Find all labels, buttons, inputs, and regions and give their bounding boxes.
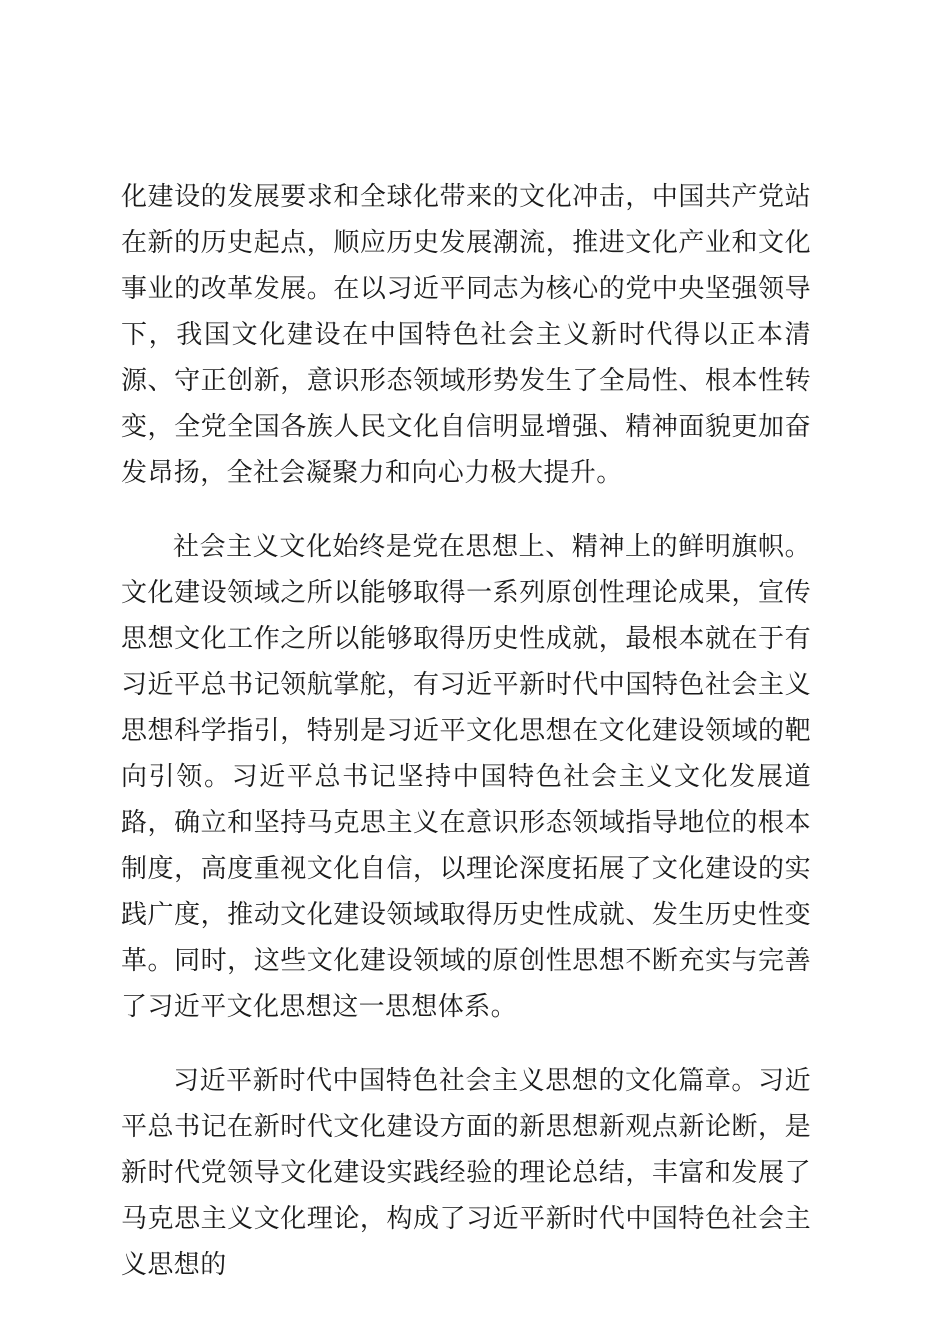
- paragraph-continued: 化建设的发展要求和全球化带来的文化冲击，中国共产党站在新的历史起点，顺应历史发展潮流，推进文化产业和文化事业的改革发展。在以习近平同志为核心的党中央坚强领导下，我国文化建设在中国特色社会主义新时代得以正本清源、守正创新，意识形态领域形势发生了全局性、根本性转变，全党全国各族人民文化自信明显增强、精神面貌更加奋发昂扬，全社会凝聚力和向心力极大提升。: [121, 182, 811, 488]
- document-body: [121, 174, 811, 1288]
- paragraph-cultural-chapter: 习近平新时代中国特色社会主义思想的文化篇章。习近平总书记在新时代文化建设方面的新思想新观点新论断，是新时代党领导文化建设实践经验的理论总结，丰富和发展了马克思主义文化理论，构成了习近平新时代中国特色社会主义思想的: [121, 1066, 811, 1280]
- paragraph-socialist-culture: 社会主义文化始终是党在思想上、精神上的鲜明旗帜。文化建设领域之所以能够取得一系列原创性理论成果，宣传思想文化工作之所以能够取得历史性成就，最根本就在于有习近平总书记领航掌舵，有习近平新时代中国特色社会主义思想科学指引，特别是习近平文化思想在文化建设领域的靶向引领。习近平总书记坚持中国特色社会主义文化发展道路，确立和坚持马克思主义在意识形态领域指导地位的根本制度，高度重视文化自信，以理论深度拓展了文化建设的实践广度，推动文化建设领域取得历史性成就、发生历史性变革。同时，这些文化建设领域的原创性思想不断充实与完善了习近平文化思想这一思想体系。: [121, 532, 811, 1022]
